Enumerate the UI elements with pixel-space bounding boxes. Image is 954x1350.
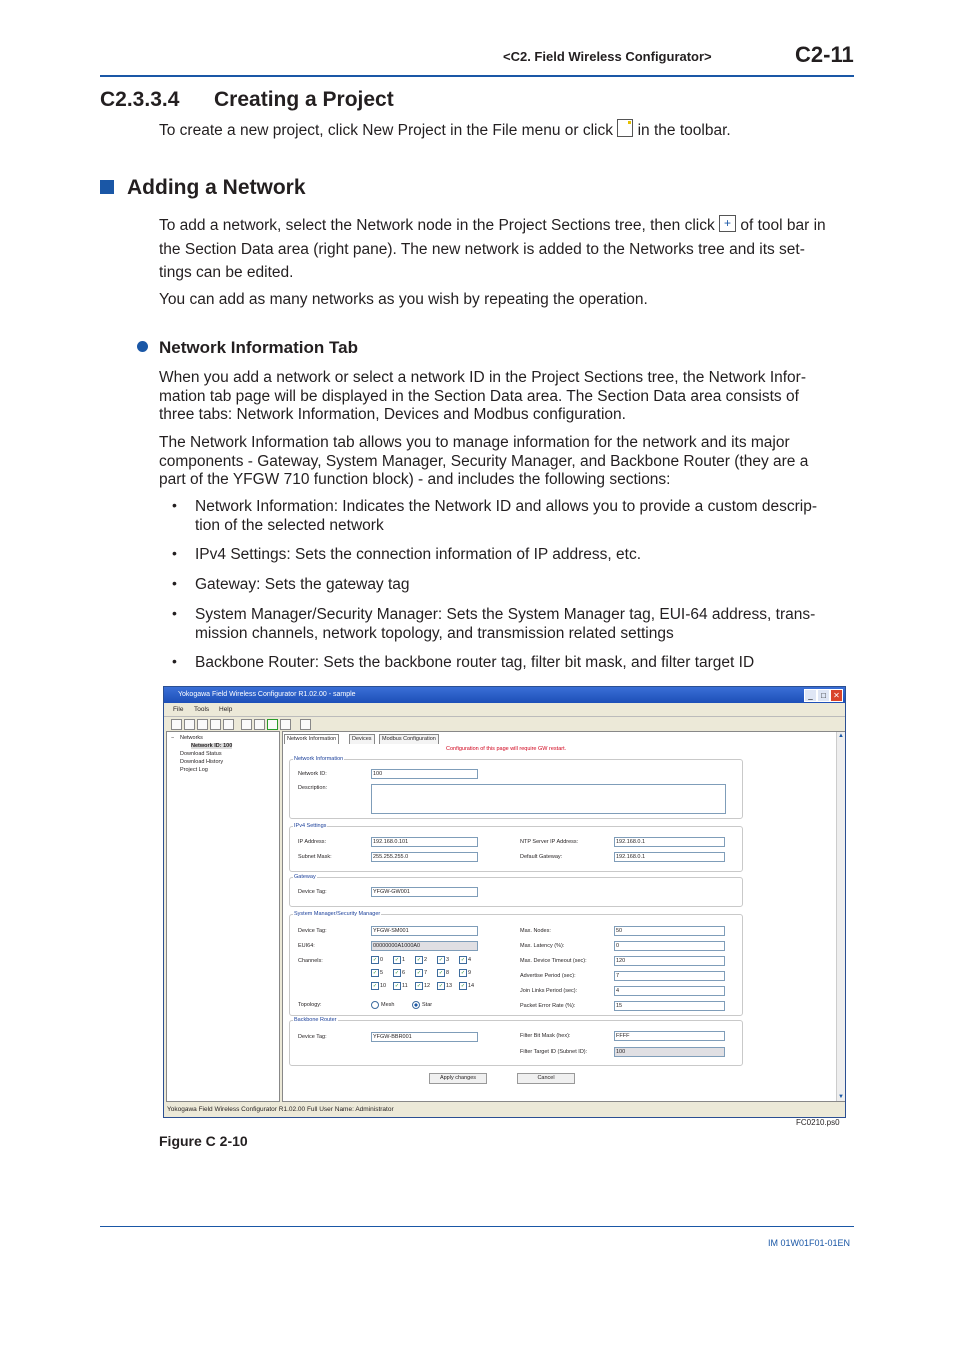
print-icon <box>241 719 252 730</box>
group-label: IPv4 Settings <box>294 823 327 829</box>
bullet: • <box>172 545 177 561</box>
body-text: To create a new project, click New Project in the File menu or click <box>159 122 613 139</box>
group-network-information <box>289 756 743 819</box>
tree-toggle: − <box>171 735 175 741</box>
label: Device Tag: <box>298 928 327 934</box>
device-timeout-field: 120 <box>614 956 725 966</box>
upload-icon <box>210 719 221 730</box>
text-line <box>159 215 854 236</box>
add-network-icon: + <box>719 215 736 232</box>
tree-download-history: Download History <box>180 759 224 765</box>
channel-label: 0 <box>380 957 384 963</box>
label: Device Tag: <box>298 1034 327 1040</box>
channel-checkbox: ✓ <box>372 970 378 976</box>
label: Channels: <box>298 958 323 964</box>
bullet-item: IPv4 Settings: Sets the connection information of IP address, etc. <box>195 546 642 563</box>
label: Network ID: <box>298 771 327 777</box>
group-label: Backbone Router <box>294 1017 337 1023</box>
body-text-end: in the toolbar. <box>637 122 731 139</box>
close-icon: ✕ <box>830 689 843 702</box>
label: Max. Device Timeout (sec): <box>520 958 587 964</box>
menu-help: Help <box>219 706 233 713</box>
channel-label: 8 <box>446 970 450 976</box>
ntp-server-field: 192.168.0.1 <box>614 837 725 847</box>
cancel-button: Cancel <box>517 1073 575 1084</box>
text-line: the Section Data area (right pane). The new network is added to the Networks tree and its set- <box>159 240 805 258</box>
configurator-window-screenshot <box>163 686 846 1118</box>
channel-label: 10 <box>380 983 387 989</box>
section-body <box>159 119 854 141</box>
max-latency-field: 0 <box>614 941 725 951</box>
bullet: • <box>172 605 177 621</box>
label: Device Tag: <box>298 889 327 895</box>
status-text: Yokogawa Field Wireless Configurator R1.02.00 Full User Name: Administrator <box>167 1106 394 1113</box>
section-data-pane <box>282 731 846 1102</box>
network-info-p2 <box>159 434 854 490</box>
text-line: three tabs: Network Information, Devices and Modbus configuration. <box>159 406 626 424</box>
star-radio <box>412 1001 420 1009</box>
channel-label: 11 <box>402 983 408 989</box>
label: Advertise Period (sec): <box>520 973 576 979</box>
menu-bar <box>164 704 845 716</box>
channel-label: 12 <box>424 983 431 989</box>
channel-checkbox: ✓ <box>460 957 466 963</box>
label: Topology: <box>298 1002 322 1008</box>
text-line: tion of the selected network <box>195 516 384 534</box>
save-icon <box>223 719 234 730</box>
document-icon <box>280 719 291 730</box>
tree-download-status: Download Status <box>180 751 222 757</box>
ip-address-field: 192.168.0.101 <box>371 837 478 847</box>
channel-label: 7 <box>424 970 428 976</box>
label: IP Address: <box>298 839 327 845</box>
channel-checkbox: ✓ <box>438 957 444 963</box>
label: Max. Latency (%): <box>520 943 565 949</box>
text-line: tings can be edited. <box>159 264 294 282</box>
channel-checkbox: ✓ <box>460 983 466 989</box>
channel-label: 2 <box>424 957 428 963</box>
network-id-field: 100 <box>371 769 478 779</box>
adding-network-p2: You can add as many networks as you wish by repeating the operation. <box>159 291 648 308</box>
tab-modbus: Modbus Configuration <box>379 734 439 744</box>
status-bar <box>164 1103 845 1115</box>
menu-file: File <box>173 706 184 713</box>
filter-bit-mask-field: FFFF <box>614 1031 725 1041</box>
vertical-scrollbar <box>836 732 845 1101</box>
maximize-icon: □ <box>817 689 830 702</box>
group-gateway <box>289 874 743 907</box>
channel-checkbox: ✓ <box>416 983 422 989</box>
group-backbone-router <box>289 1017 743 1066</box>
bullet: • <box>172 653 177 669</box>
label: Max. Nodes: <box>520 928 551 934</box>
br-tag-field: YFGW-BBR001 <box>371 1032 478 1042</box>
text-line: part of the YFGW 710 function block) - and includes the following sections: <box>159 471 671 489</box>
window-title: Yokogawa Field Wireless Configurator R1.02.00 - sample <box>178 691 356 698</box>
toolbar <box>164 716 845 731</box>
default-gateway-field: 192.168.0.1 <box>614 852 725 862</box>
new-project-icon <box>617 119 633 137</box>
subnet-mask-field: 255.255.255.0 <box>371 852 478 862</box>
label: NTP Server IP Address: <box>520 839 579 845</box>
channel-label: 3 <box>446 957 450 963</box>
open-icon <box>184 719 195 730</box>
label: Packet Error Rate (%): <box>520 1003 576 1009</box>
restart-warning: Configuration of this page will require GW restart. <box>446 746 567 752</box>
channel-checkbox: ✓ <box>394 983 400 989</box>
channel-checkbox: ✓ <box>416 957 422 963</box>
label: Join Links Period (sec): <box>520 988 578 994</box>
project-sections-tree <box>166 731 280 1102</box>
channel-checkbox: ✓ <box>372 983 378 989</box>
footer-doc-id: IM 01W01F01-01EN <box>768 1238 851 1248</box>
network-info-tab-title: Network Information Tab <box>159 338 358 357</box>
search-icon <box>300 719 311 730</box>
group-label: System Manager/Security Manager <box>294 911 381 917</box>
mesh-label: Mesh <box>381 1002 395 1008</box>
running-header-section: <C2. Field Wireless Configurator> <box>503 49 712 64</box>
group-ipv4 <box>289 823 743 872</box>
advertise-period-field: 7 <box>614 971 725 981</box>
menu-tools: Tools <box>194 706 210 713</box>
text: To add a network, select the Network node in the Project Sections tree, then click <box>159 217 715 234</box>
channel-checkbox: ✓ <box>372 957 378 963</box>
channel-checkbox: ✓ <box>394 970 400 976</box>
tree-networks: Networks <box>180 735 203 741</box>
figure-caption: Figure C 2-10 <box>159 1133 248 1149</box>
channel-checkbox: ✓ <box>460 970 466 976</box>
label: EUI64: <box>298 943 315 949</box>
join-links-field: 4 <box>614 986 725 996</box>
channel-checkbox: ✓ <box>416 970 422 976</box>
channel-label: 5 <box>380 970 384 976</box>
group-system-manager <box>289 911 743 1016</box>
section-title: Creating a Project <box>214 88 394 111</box>
settings-icon <box>254 719 265 730</box>
label: Description: <box>298 785 328 791</box>
minimize-icon: _ <box>804 689 817 702</box>
text-line: When you add a network or select a network ID in the Project Sections tree, the Network Infor- <box>159 369 806 386</box>
tree-project-log: Project Log <box>180 767 208 773</box>
section-number: C2.3.3.4 <box>100 88 180 111</box>
max-nodes-field: 50 <box>614 926 725 936</box>
new-icon <box>171 719 182 730</box>
channel-label: 1 <box>402 957 406 963</box>
check-icon <box>267 719 278 730</box>
channel-label: 14 <box>468 983 475 989</box>
download-icon <box>197 719 208 730</box>
text-line: components - Gateway, System Manager, Security Manager, and Backbone Router (they are a <box>159 452 809 470</box>
text-line: mission channels, network topology, and transmission related settings <box>195 624 674 642</box>
bullet: • <box>172 497 177 513</box>
title-bar <box>164 687 845 703</box>
filter-target-id-field: 100 <box>614 1047 725 1057</box>
gateway-tag-field: YFGW-GW001 <box>371 887 478 897</box>
page-number: C2-11 <box>795 42 854 67</box>
bullet-circle-icon <box>137 341 148 352</box>
channel-label: 4 <box>468 957 472 963</box>
bullet-item <box>195 498 855 535</box>
group-label: Network Information <box>294 756 344 762</box>
packet-error-field: 15 <box>614 1001 725 1011</box>
scroll-down-icon: ▼ <box>838 1094 844 1100</box>
heading-square-icon <box>100 180 114 194</box>
channel-label: 13 <box>446 983 453 989</box>
mesh-radio <box>371 1001 379 1009</box>
label: Subnet Mask: <box>298 854 332 860</box>
bullet-item: Gateway: Sets the gateway tag <box>195 576 410 593</box>
network-info-p1 <box>159 369 854 425</box>
text: of tool bar in <box>740 217 826 234</box>
adding-network-title: Adding a Network <box>127 176 306 199</box>
group-label: Gateway <box>294 874 316 880</box>
text-line: Network Information: Indicates the Network ID and allows you to provide a custom descrip- <box>195 498 817 515</box>
bullet-item: Backbone Router: Sets the backbone router tag, filter bit mask, and filter target ID <box>195 654 755 671</box>
bullet-item <box>195 606 855 643</box>
scroll-up-icon: ▲ <box>838 733 844 739</box>
text-line: The Network Information tab allows you to manage information for the network and its major <box>159 434 790 451</box>
footer-rule <box>100 1226 854 1227</box>
channel-label: 6 <box>402 970 406 976</box>
channel-checkbox: ✓ <box>394 957 400 963</box>
channel-checkbox: ✓ <box>438 983 444 989</box>
header-rule <box>100 75 854 77</box>
adding-network-p1 <box>159 215 854 283</box>
channel-checkbox: ✓ <box>438 970 444 976</box>
description-field <box>371 784 726 814</box>
label: Default Gateway: <box>520 854 563 860</box>
label: Filter Target ID (Subnet ID): <box>520 1049 588 1055</box>
sm-tag-field: YFGW-SM001 <box>371 926 478 936</box>
text-line: mation tab page will be displayed in the Section Data area. The Section Data area consists of <box>159 387 799 405</box>
star-label: Star <box>422 1002 433 1008</box>
figure-file-id: FC0210.ps0 <box>796 1118 840 1127</box>
tab-devices: Devices <box>349 734 375 744</box>
label: Filter Bit Mask (hex): <box>520 1033 571 1039</box>
apply-changes-button: Apply changes <box>429 1073 487 1084</box>
channel-label: 9 <box>468 970 472 976</box>
text-line: System Manager/Security Manager: Sets the System Manager tag, EUI-64 address, trans- <box>195 606 816 623</box>
tab-network-information: Network Information <box>284 734 339 744</box>
tree-network-id: Network ID: 100 <box>191 743 233 749</box>
eui64-field: 00000000A1000A0 <box>371 941 478 951</box>
bullet: • <box>172 575 177 591</box>
